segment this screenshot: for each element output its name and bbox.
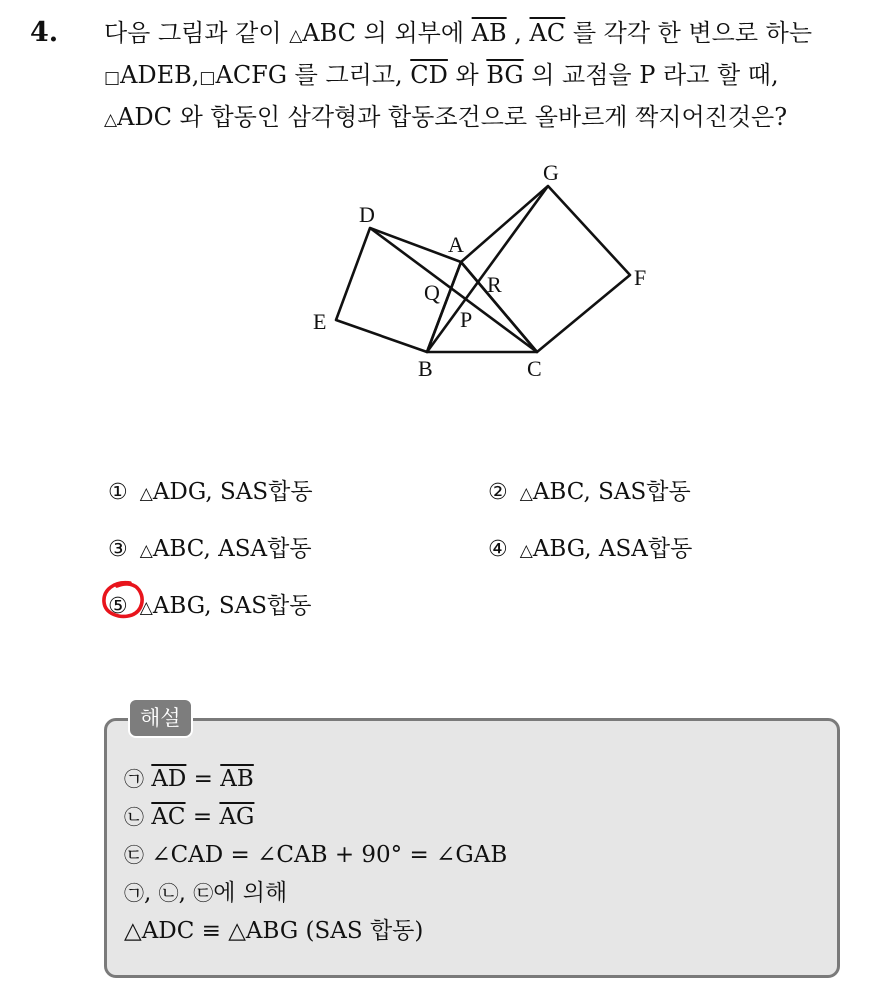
point-label-b: B [418, 356, 433, 381]
equals-sign: = [185, 804, 220, 830]
choice-3[interactable] [108, 530, 312, 563]
text-segment: , [506, 19, 530, 47]
solution-content [124, 760, 507, 950]
point-label-f: F [634, 265, 647, 290]
text-segment: ADEB, [120, 61, 200, 89]
solution-row-4 [124, 874, 507, 912]
text-segment: 를 각각 한 변으로 하는 [565, 19, 813, 47]
korean-circle-mark: ㉠ [124, 881, 144, 905]
segment-ag: $\overline{AG}$ [219, 804, 255, 830]
choice-number: ③ [108, 537, 128, 562]
triangle-symbol: △ [104, 110, 118, 130]
solution-title: 해설 [128, 698, 193, 738]
korean-circle-mark: ㉡ [158, 881, 179, 905]
choice-text: ADG, SAS합동 [152, 479, 313, 505]
point-label-e: E [313, 309, 327, 334]
point-label-p: P [460, 307, 473, 332]
segment-ac: $\overline{AC}$ [529, 19, 566, 47]
point-label-a: A [448, 232, 464, 257]
choice-text: ABC, SAS합동 [532, 479, 691, 505]
segment-ac: $\overline{AC}$ [151, 804, 186, 830]
square-symbol: □ [199, 68, 216, 88]
solution-row-1 [124, 760, 507, 798]
separator: , [144, 880, 159, 906]
equals-sign: = [186, 766, 221, 792]
triangle-symbol: △ [139, 598, 153, 618]
congruence-conclusion: △ADC ≡ △ABG (SAS 합동) [124, 918, 424, 944]
point-label-q: Q [424, 280, 440, 305]
korean-circle-mark: ㉠ [124, 767, 144, 791]
text-segment: ADC 와 합동인 삼각형과 합동조건으로 올바르게 짝지어진것은? [117, 103, 788, 131]
text-segment: 의 교점을 P 라고 할 때, [523, 61, 779, 89]
segment-ab: $\overline{AB}$ [220, 766, 254, 792]
korean-circle-mark: ㉢ [124, 843, 144, 867]
answer-circle-stroke [104, 583, 142, 617]
point-label-g: G [543, 160, 559, 185]
choice-1[interactable] [108, 473, 313, 506]
geometry-figure [0, 0, 884, 420]
text-segment: ABC 의 외부에 [302, 19, 472, 47]
choice-text: ABC, ASA합동 [152, 536, 312, 562]
square-adeb [336, 228, 461, 352]
separator: , [178, 880, 194, 906]
text-segment: 와 [447, 61, 487, 89]
solution-row-5 [124, 912, 507, 950]
triangle-symbol: △ [519, 541, 533, 561]
point-label-d: D [359, 202, 375, 227]
segment-bg: $\overline{BG}$ [486, 61, 524, 89]
choice-4[interactable] [488, 530, 692, 563]
choice-number: ② [488, 480, 508, 505]
choice-text: ABG, ASA합동 [532, 536, 693, 562]
point-label-c: C [527, 356, 542, 381]
question-number: 4. [30, 17, 59, 48]
text-segment: 다음 그림과 같이 [104, 19, 290, 47]
segment-ad: $\overline{AD}$ [151, 766, 187, 792]
triangle-symbol: △ [139, 541, 153, 561]
choice-number: ④ [488, 537, 508, 562]
solution-row-2 [124, 798, 507, 836]
choice-text: ABG, SAS합동 [152, 593, 312, 619]
segment-ab: $\overline{AB}$ [471, 19, 507, 47]
choice-number: ⑤ [108, 594, 128, 619]
choice-2[interactable] [488, 473, 691, 506]
segment-cd: $\overline{CD}$ [410, 61, 448, 89]
choice-number: ① [108, 480, 128, 505]
segment-bg-line [427, 186, 548, 352]
triangle-symbol: △ [519, 484, 533, 504]
triangle-symbol: △ [139, 484, 153, 504]
square-symbol: □ [104, 68, 121, 88]
solution-row-3 [124, 836, 507, 874]
triangle-symbol: △ [289, 26, 303, 46]
text-segment: ACFG 를 그리고, [215, 61, 411, 89]
korean-circle-mark: ㉢ [193, 881, 214, 905]
reason-text: 에 의해 [213, 880, 288, 906]
answer-circle-mark [100, 578, 148, 622]
angle-equation: ∠CAD = ∠CAB + 90° = ∠GAB [151, 842, 508, 868]
point-label-r: R [487, 272, 502, 297]
korean-circle-mark: ㉡ [124, 805, 144, 829]
